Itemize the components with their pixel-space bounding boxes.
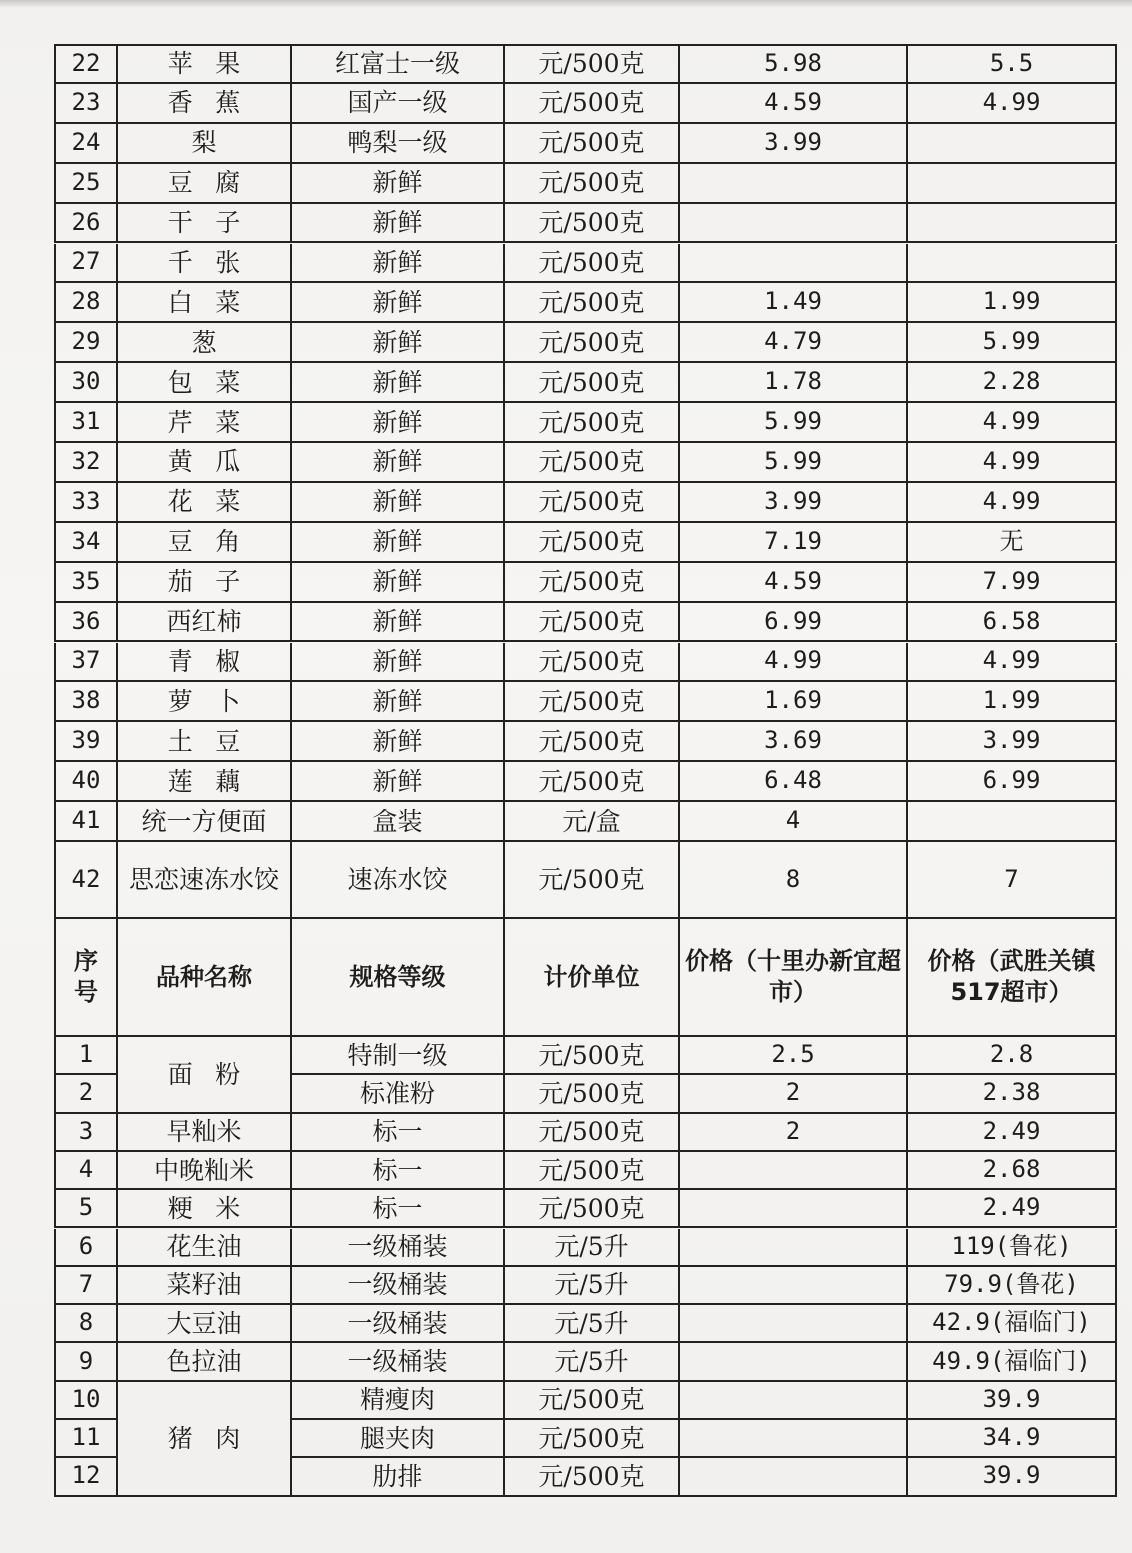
table-cell-name: 青椒 — [118, 643, 292, 683]
table-cell-unit: 元/500克 — [505, 1152, 680, 1190]
table-cell-price_a — [680, 1267, 908, 1305]
table-cell-no: 1 — [54, 1037, 118, 1075]
table-cell-price_a: 5.99 — [680, 403, 908, 443]
table-cell-price_a — [680, 1343, 908, 1381]
table-cell-name: 粳米 — [118, 1190, 292, 1228]
table-cell-price_b: 6.99 — [908, 762, 1117, 802]
table-cell-name: 豆角 — [118, 523, 292, 563]
table-cell-price_a — [680, 1382, 908, 1420]
table-cell-name: 干子 — [118, 204, 292, 244]
table-cell-unit: 元/5升 — [505, 1267, 680, 1305]
table-cell-unit: 元/5升 — [505, 1229, 680, 1267]
table-cell-name: 大豆油 — [118, 1305, 292, 1343]
table-cell-price_a — [680, 244, 908, 284]
table-cell-name: 葱 — [118, 323, 292, 363]
table-cell-price_a: 1.69 — [680, 682, 908, 722]
table-cell-price_a: 5.98 — [680, 44, 908, 84]
table-cell-no: 4 — [54, 1152, 118, 1190]
table-cell-price_b: 5.99 — [908, 323, 1117, 363]
table-cell-price_b: 2.38 — [908, 1075, 1117, 1113]
table-cell-no: 36 — [54, 603, 118, 643]
table-cell-spec: 一级桶装 — [292, 1343, 505, 1381]
table-cell-price_a: 8 — [680, 842, 908, 919]
table-cell-no: 30 — [54, 363, 118, 403]
table-cell-no: 39 — [54, 722, 118, 762]
table-cell-unit: 元/500克 — [505, 1458, 680, 1496]
table-cell-spec: 新鲜 — [292, 523, 505, 563]
table-cell-price_a: 1.78 — [680, 363, 908, 403]
table-cell-no: 38 — [54, 682, 118, 722]
table-cell-spec: 新鲜 — [292, 283, 505, 323]
table-cell-price_a — [680, 1190, 908, 1228]
table-cell-unit: 元/500克 — [505, 1190, 680, 1228]
table-cell-price_a: 4.59 — [680, 563, 908, 603]
table-cell-spec: 新鲜 — [292, 643, 505, 683]
table-cell-name: 统一方便面 — [118, 802, 292, 842]
table-cell-spec: 新鲜 — [292, 483, 505, 523]
table-cell-no: 7 — [54, 1267, 118, 1305]
table-cell-unit: 元/500克 — [505, 682, 680, 722]
table-cell-spec: 标一 — [292, 1190, 505, 1228]
table-cell-no: 11 — [54, 1420, 118, 1458]
table-cell-price_a — [680, 1420, 908, 1458]
table-cell-price_a: 3.99 — [680, 124, 908, 164]
table-cell-price_b: 3.99 — [908, 722, 1117, 762]
header-spec: 规格等级 — [292, 919, 505, 1037]
table-cell-unit: 元/500克 — [505, 762, 680, 802]
table-cell-no: 28 — [54, 283, 118, 323]
table-cell-price_a: 7.19 — [680, 523, 908, 563]
table-cell-price_b: 1.99 — [908, 682, 1117, 722]
table-cell-price_a — [680, 1458, 908, 1496]
table-cell-no: 40 — [54, 762, 118, 802]
table-cell-unit: 元/500克 — [505, 842, 680, 919]
table-cell-name: 思恋速冻水饺 — [118, 842, 292, 919]
table-cell-spec: 肋排 — [292, 1458, 505, 1496]
table-cell-price_a: 2 — [680, 1114, 908, 1152]
table-cell-price_a — [680, 1305, 908, 1343]
table-cell-unit: 元/500克 — [505, 124, 680, 164]
table-cell-unit: 元/500克 — [505, 603, 680, 643]
table-cell-name: 包菜 — [118, 363, 292, 403]
table-cell-spec: 新鲜 — [292, 403, 505, 443]
table-cell-no: 22 — [54, 44, 118, 84]
table-cell-price_a: 4.79 — [680, 323, 908, 363]
table-cell-price_a: 6.99 — [680, 603, 908, 643]
table-cell-spec: 新鲜 — [292, 762, 505, 802]
header-price-a: 价格（十里办新宜超市） — [680, 919, 908, 1037]
table-cell-unit: 元/500克 — [505, 1420, 680, 1458]
table-cell-spec: 新鲜 — [292, 164, 505, 204]
table-cell-no: 12 — [54, 1458, 118, 1496]
table-cell-name: 芹菜 — [118, 403, 292, 443]
table-cell-price_b: 34.9 — [908, 1420, 1117, 1458]
table-cell-no: 41 — [54, 802, 118, 842]
table-cell-unit: 元/500克 — [505, 164, 680, 204]
table-cell-unit: 元/500克 — [505, 483, 680, 523]
table-cell-price_b: 无 — [908, 523, 1117, 563]
table-cell-price_b: 42.9(福临门) — [908, 1305, 1117, 1343]
table-cell-spec: 国产一级 — [292, 84, 505, 124]
table-cell-price_a: 1.49 — [680, 283, 908, 323]
table-cell-price_b — [908, 124, 1117, 164]
table-cell-spec: 标准粉 — [292, 1075, 505, 1113]
table-cell-price_b: 6.58 — [908, 603, 1117, 643]
table-cell-no: 32 — [54, 443, 118, 483]
table-cell-spec: 新鲜 — [292, 363, 505, 403]
table-cell-price_a — [680, 1229, 908, 1267]
table-cell-spec: 新鲜 — [292, 204, 505, 244]
table-cell-unit: 元/500克 — [505, 1037, 680, 1075]
header-price-b: 价格（武胜关镇517超市） — [908, 919, 1117, 1037]
table-cell-price_b: 2.49 — [908, 1190, 1117, 1228]
table-cell-price_b: 4.99 — [908, 643, 1117, 683]
table-cell-unit: 元/500克 — [505, 84, 680, 124]
table-cell-spec: 标一 — [292, 1114, 505, 1152]
table-cell-price_b — [908, 164, 1117, 204]
table-cell-name: 千张 — [118, 244, 292, 284]
table-cell-name: 苹果 — [118, 44, 292, 84]
table-cell-unit: 元/盒 — [505, 802, 680, 842]
table-cell-price_a — [680, 164, 908, 204]
table-cell-unit: 元/500克 — [505, 1382, 680, 1420]
table-cell-spec: 速冻水饺 — [292, 842, 505, 919]
table-cell-no: 10 — [54, 1382, 118, 1420]
table-cell-name: 梨 — [118, 124, 292, 164]
table-cell-price_b: 5.5 — [908, 44, 1117, 84]
table-cell-price_a: 3.99 — [680, 483, 908, 523]
table-cell-name: 面粉 — [118, 1037, 292, 1114]
table-cell-unit: 元/500克 — [505, 363, 680, 403]
table-cell-price_b: 7 — [908, 842, 1117, 919]
table-cell-price_b: 2.8 — [908, 1037, 1117, 1075]
table-cell-name: 早籼米 — [118, 1114, 292, 1152]
table-cell-no: 42 — [54, 842, 118, 919]
table-cell-price_b: 4.99 — [908, 483, 1117, 523]
table-cell-no: 23 — [54, 84, 118, 124]
table-cell-price_a — [680, 204, 908, 244]
table-cell-unit: 元/5升 — [505, 1343, 680, 1381]
table-cell-price_b: 4.99 — [908, 443, 1117, 483]
table-cell-unit: 元/500克 — [505, 443, 680, 483]
table-cell-price_a: 4.99 — [680, 643, 908, 683]
table-cell-unit: 元/500克 — [505, 563, 680, 603]
table-cell-spec: 新鲜 — [292, 722, 505, 762]
table-cell-unit: 元/500克 — [505, 204, 680, 244]
table-cell-price_b: 79.9(鲁花) — [908, 1267, 1117, 1305]
table-cell-no: 37 — [54, 643, 118, 683]
table-cell-spec: 新鲜 — [292, 563, 505, 603]
table-cell-unit: 元/500克 — [505, 44, 680, 84]
table-cell-name: 猪肉 — [118, 1382, 292, 1497]
table-cell-name: 菜籽油 — [118, 1267, 292, 1305]
table-cell-no: 6 — [54, 1229, 118, 1267]
table-cell-spec: 标一 — [292, 1152, 505, 1190]
table-cell-no: 8 — [54, 1305, 118, 1343]
table-cell-price_b: 4.99 — [908, 403, 1117, 443]
table-cell-spec: 新鲜 — [292, 682, 505, 722]
table-cell-spec: 新鲜 — [292, 603, 505, 643]
table-cell-unit: 元/500克 — [505, 323, 680, 363]
table-cell-price_b: 4.99 — [908, 84, 1117, 124]
table-cell-spec: 一级桶装 — [292, 1267, 505, 1305]
table-cell-no: 29 — [54, 323, 118, 363]
table-cell-no: 35 — [54, 563, 118, 603]
table-cell-price_b: 49.9(福临门) — [908, 1343, 1117, 1381]
table-cell-price_b — [908, 802, 1117, 842]
table-cell-price_a: 4.59 — [680, 84, 908, 124]
header-no: 序号 — [54, 919, 118, 1037]
table-cell-no: 24 — [54, 124, 118, 164]
table-cell-unit: 元/500克 — [505, 244, 680, 284]
table-cell-price_a — [680, 1152, 908, 1190]
header-name: 品种名称 — [118, 919, 292, 1037]
table-cell-no: 3 — [54, 1114, 118, 1152]
table-cell-name: 色拉油 — [118, 1343, 292, 1381]
table-cell-name: 香蕉 — [118, 84, 292, 124]
table-cell-price_a: 2.5 — [680, 1037, 908, 1075]
table-cell-spec: 鸭梨一级 — [292, 124, 505, 164]
table-cell-no: 2 — [54, 1075, 118, 1113]
table-cell-name: 豆腐 — [118, 164, 292, 204]
table-cell-price_a: 6.48 — [680, 762, 908, 802]
table-cell-spec: 精瘦肉 — [292, 1382, 505, 1420]
table-cell-unit: 元/500克 — [505, 283, 680, 323]
table-cell-no: 9 — [54, 1343, 118, 1381]
table-cell-spec: 新鲜 — [292, 323, 505, 363]
table-cell-spec: 盒装 — [292, 802, 505, 842]
table-cell-name: 花菜 — [118, 483, 292, 523]
table-cell-name: 萝卜 — [118, 682, 292, 722]
table-cell-price_b — [908, 204, 1117, 244]
table-cell-price_a: 3.69 — [680, 722, 908, 762]
table-cell-unit: 元/500克 — [505, 1075, 680, 1113]
table-cell-name: 中晚籼米 — [118, 1152, 292, 1190]
table-cell-name: 花生油 — [118, 1229, 292, 1267]
header-unit: 计价单位 — [505, 919, 680, 1037]
table-cell-price_b — [908, 244, 1117, 284]
table-cell-no: 31 — [54, 403, 118, 443]
table-cell-name: 黄瓜 — [118, 443, 292, 483]
table-cell-name: 土豆 — [118, 722, 292, 762]
table-cell-price_b: 2.49 — [908, 1114, 1117, 1152]
table-cell-spec: 特制一级 — [292, 1037, 505, 1075]
table-cell-no: 33 — [54, 483, 118, 523]
table-cell-name: 西红柿 — [118, 603, 292, 643]
table-cell-no: 34 — [54, 523, 118, 563]
table-cell-unit: 元/500克 — [505, 722, 680, 762]
table-cell-name: 白菜 — [118, 283, 292, 323]
table-cell-price_b: 2.68 — [908, 1152, 1117, 1190]
table-cell-spec: 红富士一级 — [292, 44, 505, 84]
table-cell-no: 25 — [54, 164, 118, 204]
table-cell-name: 茄子 — [118, 563, 292, 603]
table-cell-no: 27 — [54, 244, 118, 284]
table-cell-price_b: 2.28 — [908, 363, 1117, 403]
table-cell-no: 26 — [54, 204, 118, 244]
table-cell-price_a: 5.99 — [680, 443, 908, 483]
table-cell-price_a: 2 — [680, 1075, 908, 1113]
table-cell-name: 莲藕 — [118, 762, 292, 802]
table-cell-price_b: 119(鲁花) — [908, 1229, 1117, 1267]
table-cell-price_b: 39.9 — [908, 1382, 1117, 1420]
table-cell-unit: 元/500克 — [505, 1114, 680, 1152]
table-cell-unit: 元/500克 — [505, 523, 680, 563]
table-cell-price_a: 4 — [680, 802, 908, 842]
table-cell-price_b: 1.99 — [908, 283, 1117, 323]
table-cell-price_b: 7.99 — [908, 563, 1117, 603]
table-cell-spec: 新鲜 — [292, 244, 505, 284]
table-cell-spec: 一级桶装 — [292, 1229, 505, 1267]
table-cell-no: 5 — [54, 1190, 118, 1228]
table-cell-unit: 元/500克 — [505, 643, 680, 683]
table-cell-spec: 新鲜 — [292, 443, 505, 483]
table-cell-price_b: 39.9 — [908, 1458, 1117, 1496]
table-cell-unit: 元/500克 — [505, 403, 680, 443]
table-cell-spec: 一级桶装 — [292, 1305, 505, 1343]
table-cell-spec: 腿夹肉 — [292, 1420, 505, 1458]
table-cell-unit: 元/5升 — [505, 1305, 680, 1343]
